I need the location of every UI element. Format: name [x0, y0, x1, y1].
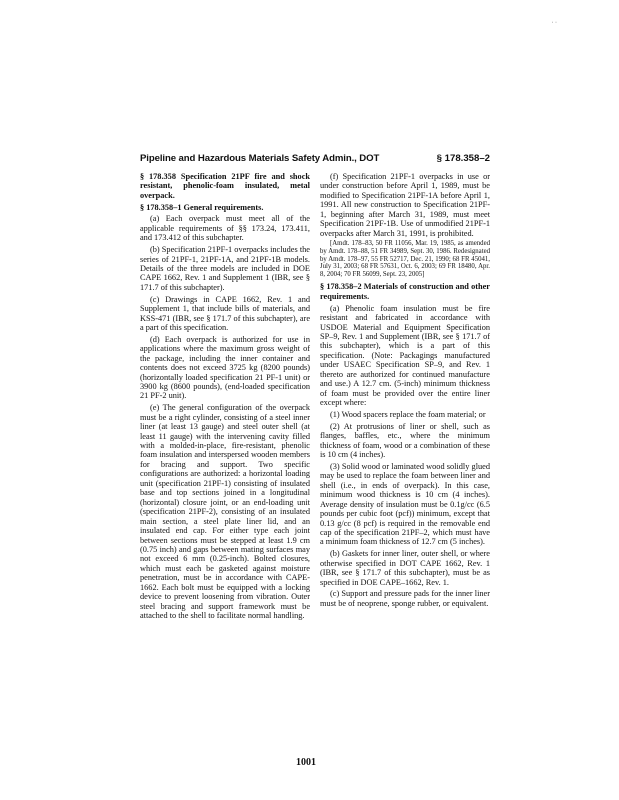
- paragraph: (3) Solid wood or laminated wood solidly glued may be used to replace the foam between liner and shell (i.e., in ends of overpack). In this case, minimum wood thickness is 10 cm (4 inches). Average density of insulation must be 0.1g/cc (6.5 pounds per cubic foot (pcf)) minimum, except that 0.13 g/cc (8 pcf) is required in the removable end cap of the specification 21PF–2, which must have a minimum foam thickness of 12.7 cm (5 inches).: [320, 461, 490, 547]
- section-heading: § 178.358 Specification 21PF fire and shock resistant, phenolic-foam insulated, metal overpack.: [140, 172, 310, 200]
- paragraph: (a) Each overpack must meet all of the applicable requirements of §§ 173.24, 173.411, and 173.412 of this subchapter.: [140, 214, 310, 243]
- paragraph: (b) Gaskets for inner liner, outer shell, or where otherwise specified in DOT CAPE 1662, Rev. 1 (IBR, see § 171.7 of this subchapter), must be as specified in DOE CAPE–1662, Rev. 1.: [320, 549, 490, 587]
- paragraph: (1) Wood spacers replace the foam material; or: [330, 409, 486, 419]
- header-title: Pipeline and Hazardous Materials Safety Admin., DOT: [140, 153, 380, 164]
- amendment-citation: [Amdt. 178–83, 50 FR 11056, Mar. 19, 1985, as amended by Amdt. 178–88, 51 FR 34989, Sept. 30, 1986. Redesignated by Amdt. 178–97, 55 FR 52717, Dec. 21, 1990; 68 FR 45041, July 31, 2003; 68 FR 57631, Oct. 6, 2003; 69 FR 18480, Apr. 8, 2004; 70 FR 56099, Sept. 23, 2005]: [320, 240, 490, 278]
- section-heading: § 178.358–2 Materials of construction and other requirements.: [320, 282, 490, 301]
- section-heading: § 178.358–1 General requirements.: [140, 202, 264, 212]
- paragraph: (b) Specification 21PF-1 overpacks includes the series of 21PF-1, 21PF-1A, and 21PF-1B models. Details of the three models are included in DOE CAPE 1662, Rev. 1 and Supplement 1 (IBR, see § 171.7 of this subchapter).: [140, 245, 310, 292]
- scan-specks: · ·: [551, 20, 557, 26]
- paragraph: (a) Phenolic foam insulation must be fire resistant and fabricated in accordance with USDOE Material and Equipment Specification SP–9, Rev. 1 and Supplement (IBR, see § 171.7 of this subchapter), which is a part of this specification. (Note: Packagings manufactured under USAEC Specification SP–9, and Rev. 1 thereto are authorized for continued manufacture and use.) A 12.7 cm. (5-inch) minimum thickness of foam must be provided over the entire liner except where:: [320, 303, 490, 408]
- right-column: [320, 172, 490, 610]
- paragraph: (f) Specification 21PF-1 overpacks in use or under construction before April 1, 1989, must be modified to Specification 21PF-1A before April 1, 1991. All new construction to Specification 21PF-1, beginning after March 31, 1989, must meet Specification 21PF-1B. Use of unmodified 21PF-1 overpacks after March 31, 1991, is prohibited.: [320, 172, 490, 238]
- left-column: [140, 172, 310, 623]
- paragraph: (e) The general configuration of the overpack must be a right cylinder, consisting of a steel inner liner (at least 13 gauge) and steel outer shell (at least 11 gauge) with the intervening cavity filled with a molded-in-place, fire-resistant, phenolic foam insulation and interspersed wooden members for bracing and support. Two specific configurations are authorized: a horizontal loading unit (specification 21PF-1) consisting of insulated base and top sections joined in a longitudinal (horizontal) closure joint, or an end-loading unit (specification 21PF-2), consisting of an insulated main section, a steel plate liner lid, and an insulated end cap. For either type each joint between sections must be stepped at least 1.9 cm (0.75 inch) and gaps between mating surfaces may not exceed 6 mm (0.25-inch). Bolted closures, which must each be gasketed against moisture penetration, must be in accordance with CAPE-1662. Each bolt must be equipped with a locking device to prevent loosening from vibration. Outer steel bracing and support framework must be attached to the shell to facilitate normal handling.: [140, 403, 310, 621]
- running-header: [140, 153, 490, 167]
- paragraph: (2) At protrusions of liner or shell, such as flanges, baffles, etc., where the minimum thickness of foam, wood or a combination of these is 10 cm (4 inches).: [320, 421, 490, 460]
- paragraph: (d) Each overpack is authorized for use in applications where the maximum gross weight of the package, including the inner container and contents does not exceed 3725 kg (8200 pounds) (horizontally loaded specification 21 PF-1 unit) or 3900 kg (8600 pounds), (end-loaded specification 21 PF-2 unit).: [140, 334, 310, 401]
- paragraph: (c) Drawings in CAPE 1662, Rev. 1 and Supplement 1, that include bills of materials, and KSS-471 (IBR, see § 171.7 of this subchapter), are a part of this specification.: [140, 294, 310, 332]
- page-number: 1001: [296, 757, 316, 768]
- header-section-number: § 178.358–2: [436, 153, 490, 164]
- paragraph: (c) Support and pressure pads for the inner liner must be of neoprene, sponge rubber, or equivalent.: [320, 589, 490, 608]
